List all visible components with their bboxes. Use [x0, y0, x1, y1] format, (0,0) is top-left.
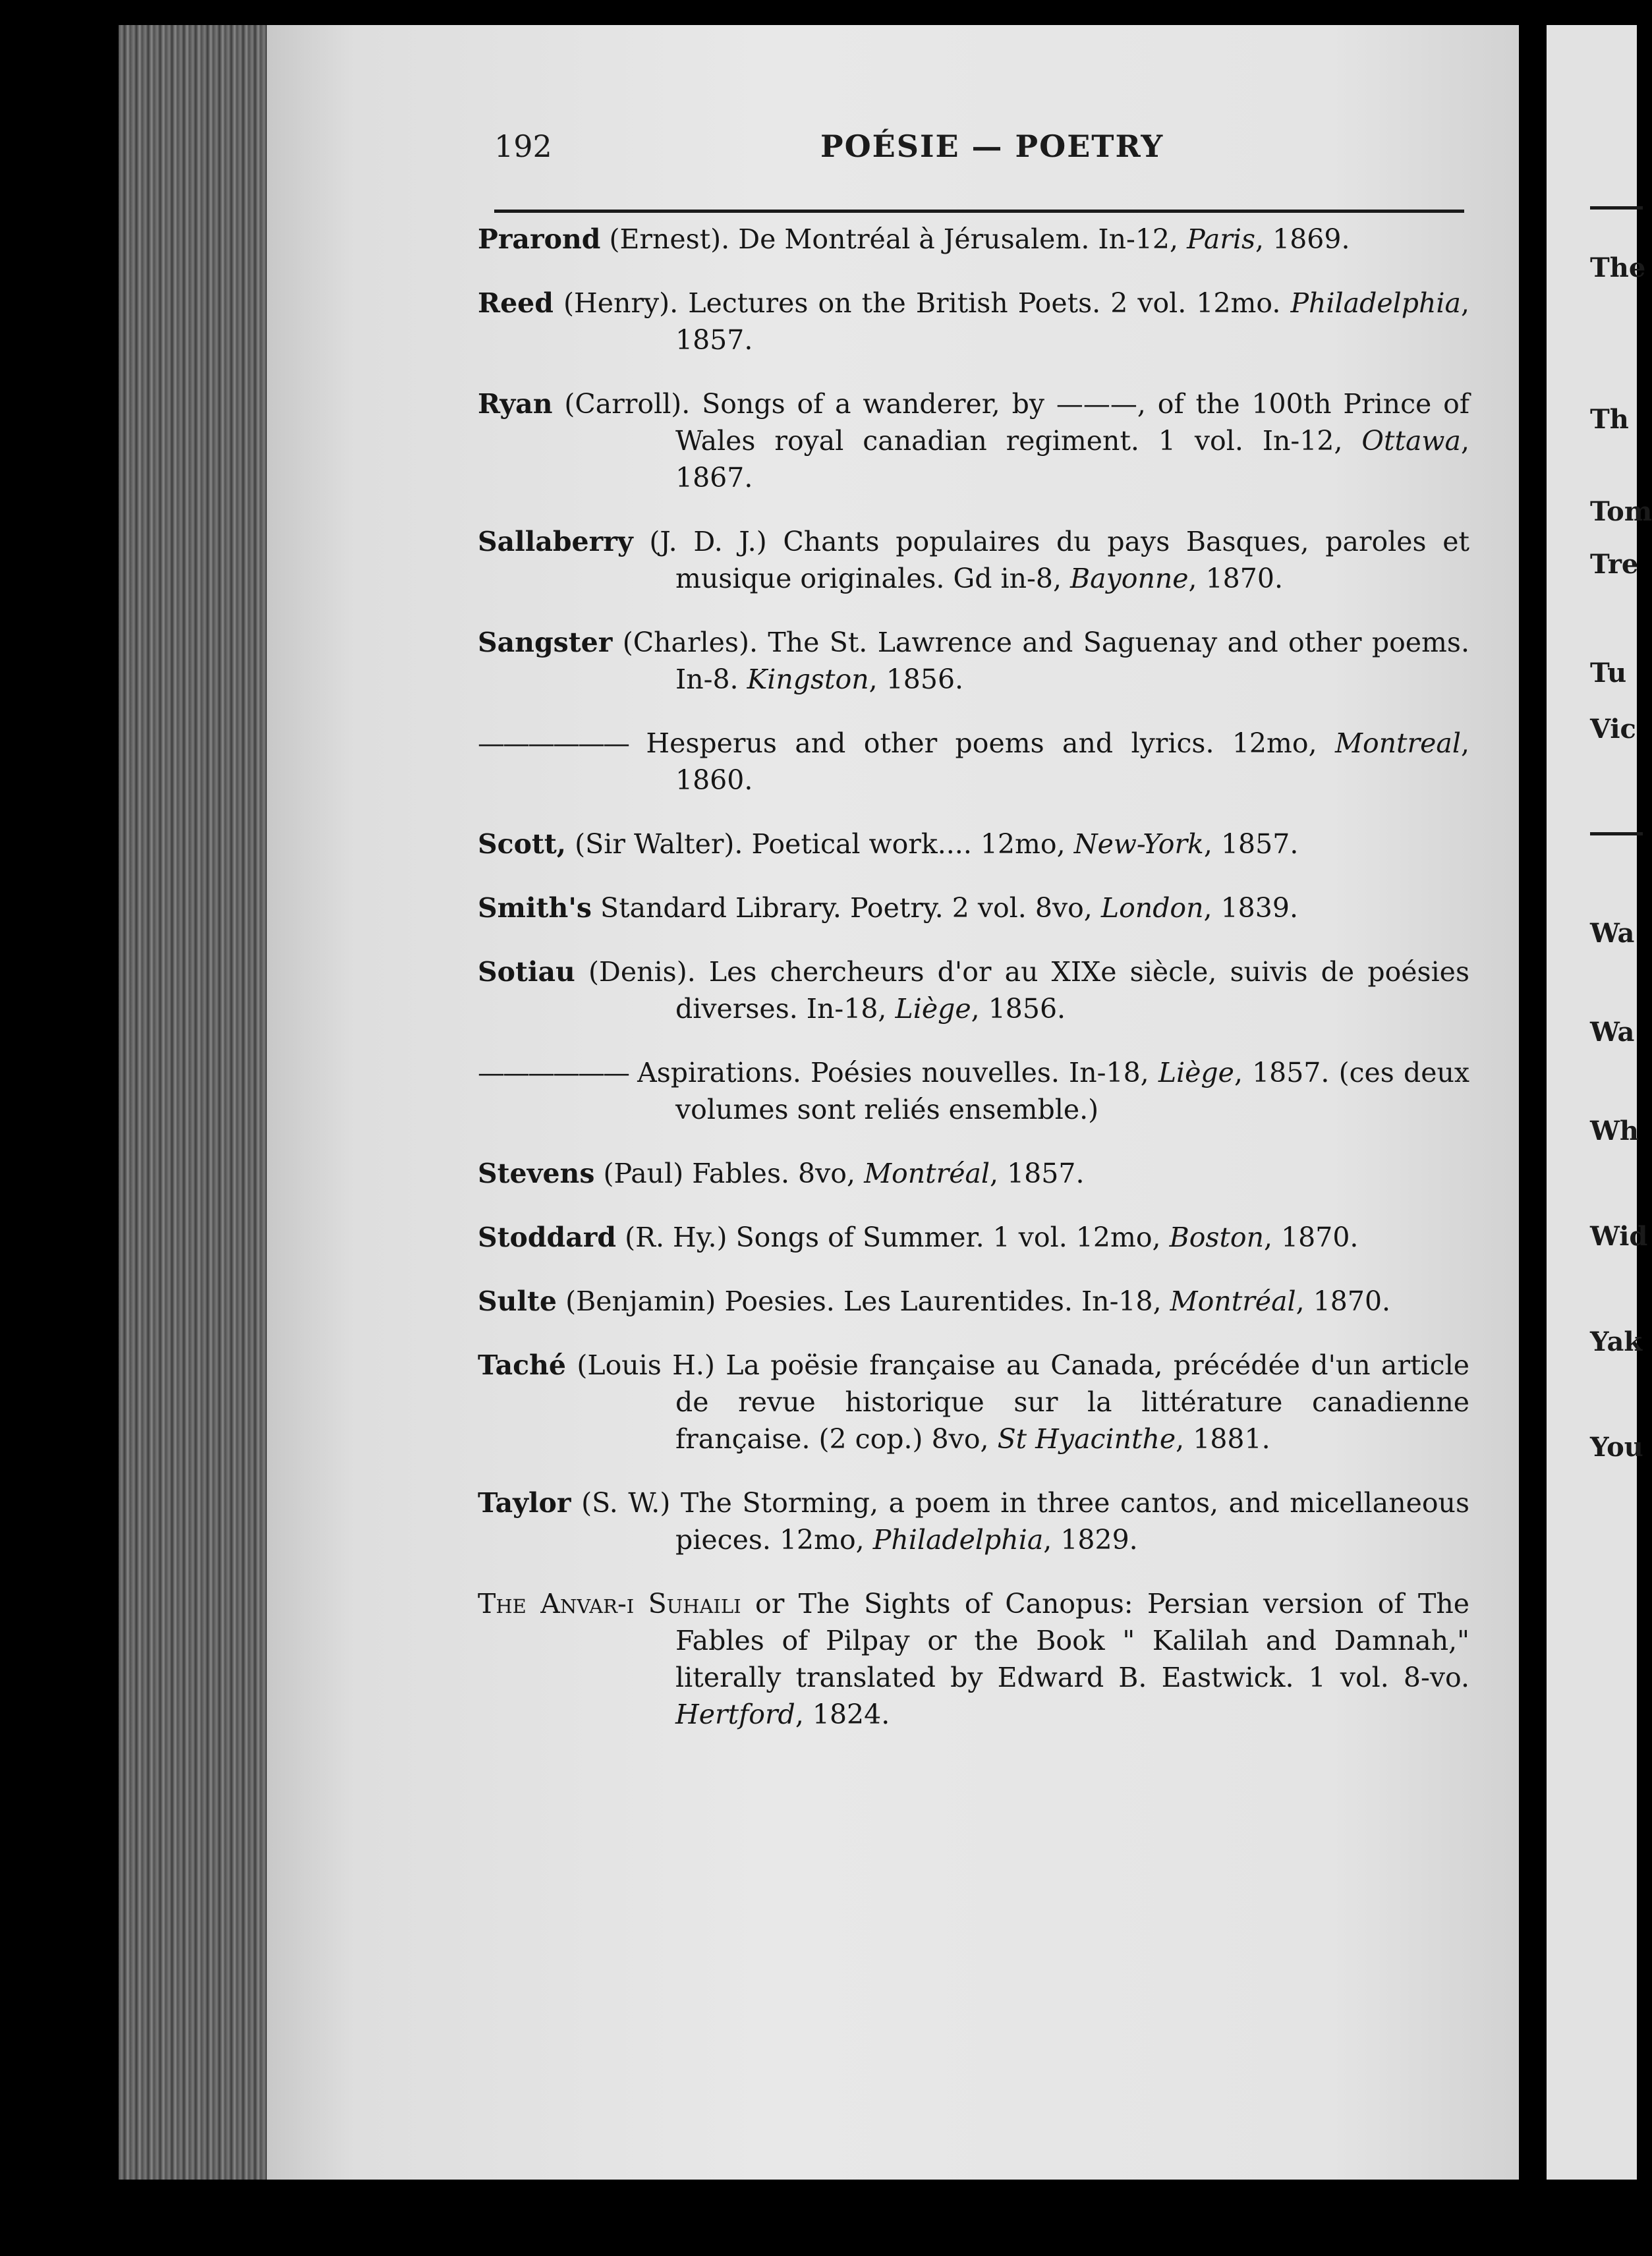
entry-place: London: [1100, 892, 1204, 924]
entry-text: (Paul) Fables. 8vo,: [603, 1158, 865, 1189]
entry-smith: [478, 889, 1469, 926]
entry-text: (R. Hy.) Songs of Summer. 1 vol. 12mo,: [625, 1222, 1170, 1253]
entry-date: , 1856.: [971, 993, 1066, 1025]
entry-place: Montréal: [1170, 1285, 1296, 1317]
entry-place: New-York: [1073, 828, 1204, 860]
entry-author: Stoddard: [478, 1222, 617, 1253]
facing-word: Wid: [1590, 1221, 1648, 1252]
facing-word: Tu: [1590, 658, 1627, 689]
entry-stoddard: [478, 1219, 1469, 1256]
page-edge-stack: [119, 25, 270, 2180]
entry-text: (Denis). Les chercheurs d'or au XIXe siècle, suivis de poésies diverses. In-18,: [588, 956, 1469, 1025]
entry-place: Bayonne: [1070, 563, 1189, 594]
facing-word: Vic: [1590, 714, 1636, 745]
entry-place: Philadelphia: [1290, 287, 1461, 319]
entry-author: Scott,: [478, 828, 567, 860]
page-title: POÉSIE — POETRY: [820, 128, 1164, 164]
entry-date: , 1867.: [675, 425, 1469, 494]
facing-rule: [1590, 206, 1643, 210]
entry-date: , 1824.: [795, 1699, 890, 1730]
entry-author: Sangster: [478, 627, 613, 658]
entry-place: Liège: [1158, 1057, 1234, 1088]
page-number: 192: [494, 128, 552, 164]
entry-place: Philadelphia: [872, 1524, 1044, 1556]
entry-text: (Carroll). Songs of a wanderer, by ———, of the 100th Prince of Wales royal canadian regiment. 1 vol. In-12,: [564, 388, 1469, 457]
entry-date: , 1857.: [1203, 828, 1299, 860]
entry-text: Hesperus and other poems and lyrics. 12mo,: [646, 727, 1335, 759]
entry-sotiau: [478, 953, 1469, 1027]
entry-author: Taylor: [478, 1487, 571, 1519]
facing-word: Th: [1590, 404, 1629, 435]
entry-title-smallcaps: The Anvar-i Suhaili: [478, 1588, 741, 1620]
entry-author: Smith's: [478, 892, 592, 924]
bibliography-entries: [478, 221, 1469, 1760]
entry-date: , 1857. (ces deux volumes sont reliés ensemble.): [675, 1057, 1469, 1125]
entry-text: Standard Library. Poetry. 2 vol. 8vo,: [600, 892, 1101, 924]
entry-date: , 1870.: [1264, 1222, 1359, 1253]
entry-date: , 1856.: [869, 663, 964, 695]
entry-date: , 1857.: [990, 1158, 1085, 1189]
entry-place: Montreal: [1334, 727, 1461, 759]
facing-word: The: [1590, 252, 1646, 283]
entry-place: Ottawa: [1361, 425, 1461, 457]
facing-word: Wa: [1590, 1017, 1635, 1048]
entry-author: Stevens: [478, 1158, 595, 1189]
entry-scott: [478, 826, 1469, 862]
entry-sotiau-aspirations: [478, 1054, 1469, 1128]
entry-sallaberry: [478, 523, 1469, 597]
entry-place: Hertford: [675, 1699, 795, 1730]
facing-page-fragment: [1547, 25, 1652, 2180]
entry-sangster: [478, 624, 1469, 698]
entry-prarond: [478, 221, 1469, 258]
entry-stevens: [478, 1155, 1469, 1192]
entry-place: Montréal: [864, 1158, 990, 1189]
entry-place: Liège: [895, 993, 971, 1025]
facing-word: Yak: [1590, 1326, 1643, 1357]
entry-ditto-dash: ——————: [478, 727, 628, 759]
entry-text: (Ernest). De Montréal à Jérusalem. In-12,: [609, 223, 1187, 255]
facing-rule: [1590, 832, 1643, 835]
entry-author: Sotiau: [478, 956, 575, 988]
entry-date: , 1869.: [1255, 223, 1350, 255]
entry-text: (S. W.) The Storming, a poem in three cantos, and micellaneous pieces. 12mo,: [581, 1487, 1469, 1556]
entry-text: Aspirations. Poésies nouvelles. In-18,: [637, 1057, 1158, 1088]
facing-word: You: [1590, 1432, 1643, 1463]
facing-word: Wh: [1590, 1115, 1639, 1146]
entry-ditto-dash: ——————: [478, 1057, 628, 1088]
entry-tache: [478, 1347, 1469, 1457]
entry-anvar-i-suhaili: [478, 1585, 1469, 1733]
book-gutter: [1519, 0, 1547, 2256]
entry-place: Boston: [1169, 1222, 1265, 1253]
entry-ryan: [478, 385, 1469, 496]
entry-date: , 1881.: [1176, 1423, 1270, 1455]
facing-word: Tom: [1590, 496, 1652, 527]
entry-place: St Hyacinthe: [997, 1423, 1176, 1455]
entry-date: , 1870.: [1188, 563, 1283, 594]
entry-text: (Sir Walter). Poetical work.... 12mo,: [575, 828, 1074, 860]
header-rule: [494, 210, 1464, 213]
facing-word: Wa: [1590, 918, 1635, 949]
entry-text: or The Sights of Canopus: Persian version of The Fables of Pilpay or the Book " Kalilah and Damnah," literally translated by Edward B. Eastwick. 1 vol. 8-vo.: [675, 1588, 1469, 1693]
entry-sulte: [478, 1283, 1469, 1320]
entry-place: Kingston: [747, 663, 869, 695]
entry-date: , 1839.: [1203, 892, 1298, 924]
entry-date: , 1857.: [675, 287, 1469, 356]
entry-text: (Benjamin) Poesies. Les Laurentides. In-18,: [565, 1285, 1170, 1317]
entry-date: , 1829.: [1043, 1524, 1138, 1556]
facing-word: Tre: [1590, 549, 1639, 580]
entry-author: Sulte: [478, 1285, 557, 1317]
entry-text: (Charles). The St. Lawrence and Saguenay and other poems. In-8.: [622, 627, 1469, 695]
entry-reed: [478, 285, 1469, 358]
entry-date: , 1870.: [1296, 1285, 1391, 1317]
entry-sangster-hesperus: [478, 725, 1469, 799]
entry-author: Reed: [478, 287, 554, 319]
entry-place: Paris: [1187, 223, 1256, 255]
entry-taylor: [478, 1484, 1469, 1558]
entry-text: (Henry). Lectures on the British Poets. 2 vol. 12mo.: [563, 287, 1291, 319]
entry-author: Prarond: [478, 223, 601, 255]
entry-author: Taché: [478, 1349, 567, 1381]
entry-text: (Louis H.) La poësie française au Canada, précédée d'un article de revue historique sur la littérature canadienne française. (2 cop.) 8vo,: [577, 1349, 1469, 1455]
entry-text: (J. D. J.) Chants populaires du pays Basques, paroles et musique originales. Gd in-8,: [649, 526, 1469, 594]
entry-author: Sallaberry: [478, 526, 633, 557]
entry-date: , 1860.: [675, 727, 1469, 796]
entry-author: Ryan: [478, 388, 553, 420]
